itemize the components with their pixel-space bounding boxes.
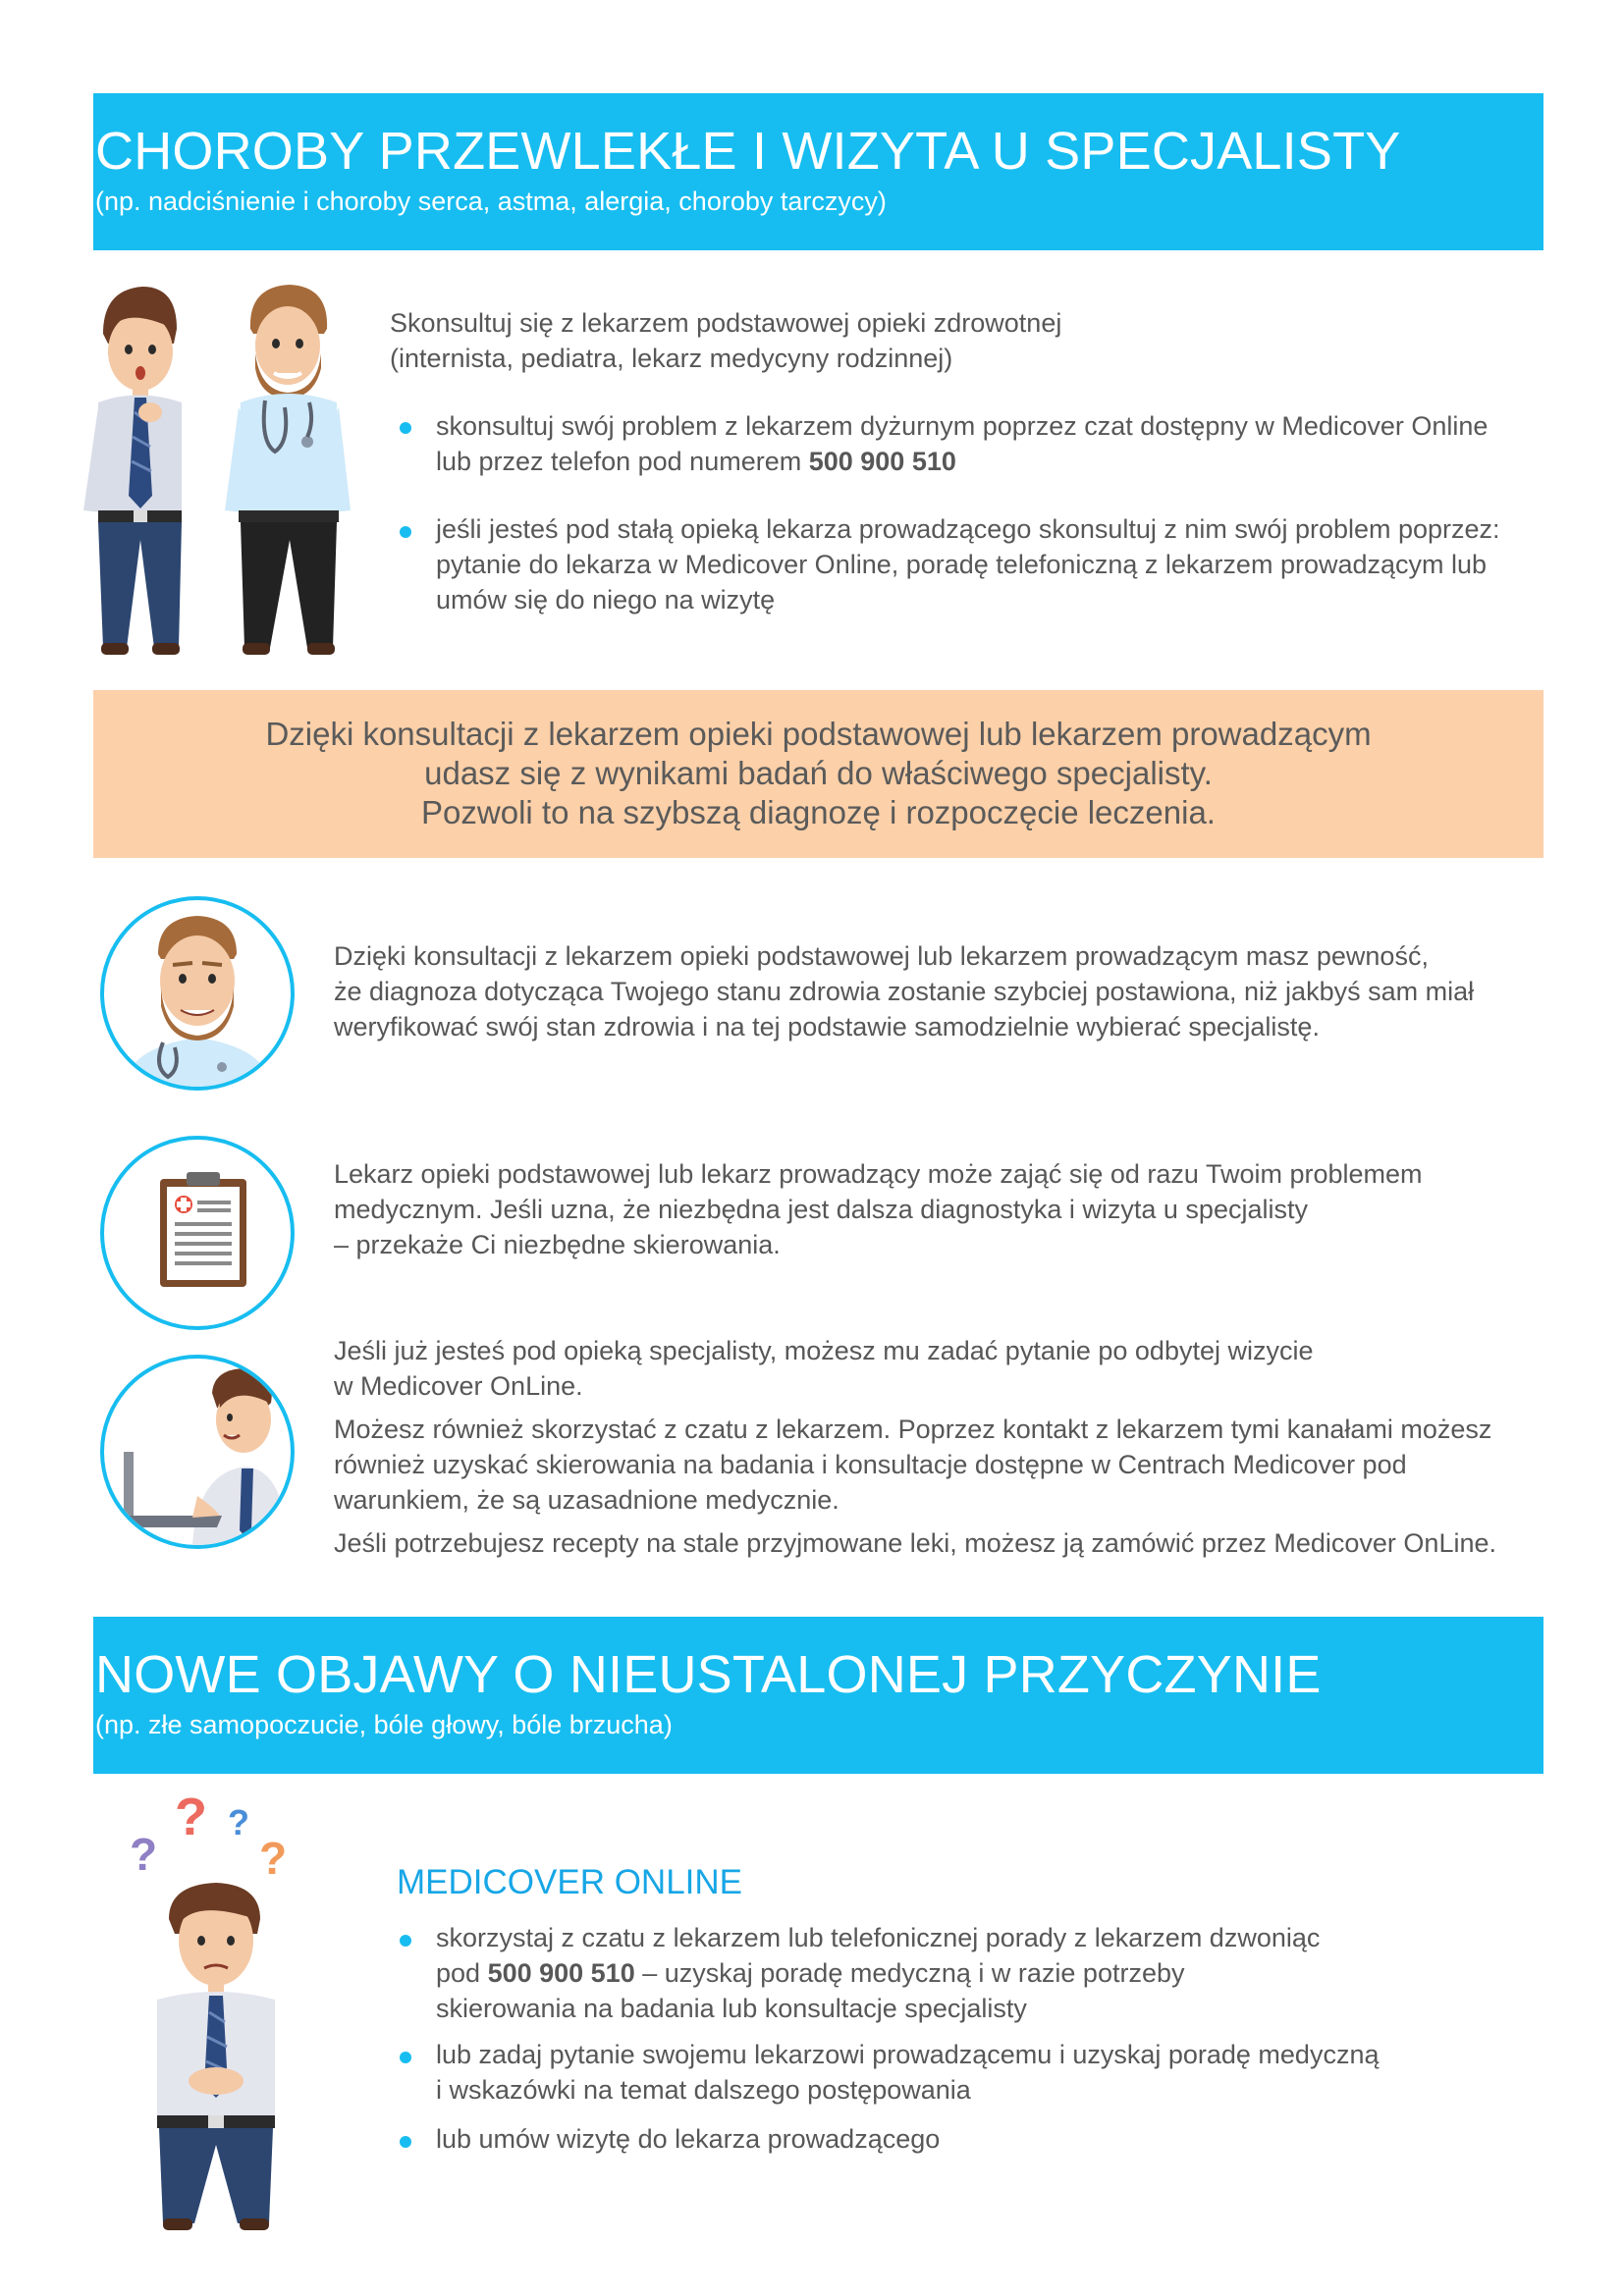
info-line: medycznym. Jeśli uzna, że niezbędna jest dalsza diagnostyka i wizyta u specjalisty	[334, 1195, 1308, 1224]
bullet-dot	[400, 422, 411, 434]
section2-banner	[93, 1617, 1543, 1774]
intro-line: (internista, pediatra, lekarz medycyny rodzinnej)	[390, 344, 953, 373]
medicover-online-heading: MEDICOVER ONLINE	[397, 1863, 742, 1901]
bullet-line: skorzystaj z czatu z lekarzem lub telefonicznej porady z lekarzem dzwoniąc	[436, 1923, 1321, 1952]
doctor-figure	[225, 285, 351, 655]
callout-line: Pozwoli to na szybszą diagnozę i rozpoczęcie leczenia.	[421, 794, 1216, 830]
section2-bullet-1	[436, 1920, 1320, 2026]
section2-bullet-3	[436, 2121, 940, 2157]
question-mark: ?	[259, 1833, 288, 1884]
info-line: Lekarz opieki podstawowej lub lekarz prowadzący może zająć się od razu Twoim problemem	[334, 1159, 1423, 1189]
bullet-line: jeśli jesteś pod stałą opieką lekarza prowadzącego skonsultuj z nim swój problem poprzez:	[436, 514, 1500, 544]
info-text-1	[334, 938, 1474, 1044]
question-mark: ?	[175, 1788, 207, 1846]
patient-figure	[83, 287, 182, 655]
bullet-line: umów się do niego na wizytę	[436, 585, 776, 614]
clipboard-circle	[100, 1136, 295, 1330]
question-mark: ?	[228, 1802, 249, 1842]
clipboard-icon	[104, 1140, 291, 1326]
bullet-line: lub zadaj pytanie swojemu lekarzowi prowadzącemu i uzyskaj poradę medyczną	[436, 2040, 1380, 2069]
section1-bullet-2	[436, 511, 1500, 617]
info-line: Możesz również skorzystać z czatu z lekarzem. Poprzez kontakt z lekarzem tymi kanałami możesz	[334, 1415, 1492, 1444]
section1-banner	[93, 93, 1543, 250]
bullet-dot	[400, 526, 411, 538]
bullet-dot	[400, 1935, 411, 1947]
info-line: że diagnoza dotycząca Twojego stanu zdrowia zostanie szybciej postawiona, niż jakbyś sam miał	[334, 977, 1475, 1006]
laptop-user-circle	[100, 1355, 295, 1549]
laptop-user-icon	[104, 1359, 291, 1545]
phone-number: 500 900 510	[487, 1958, 635, 1988]
bullet-line: lub przez telefon pod numerem 500 900 510	[436, 447, 956, 476]
info-line: – przekaże Ci niezbędne skierowania.	[334, 1230, 781, 1259]
doctor-avatar-circle	[100, 896, 295, 1091]
callout-line: udasz się z wynikami badań do właściwego specjalisty.	[424, 755, 1213, 791]
section1-subtitle: (np. nadciśnienie i choroby serca, astma, alergia, choroby tarczycy)	[95, 187, 887, 216]
callout-box	[93, 690, 1543, 858]
bullet-line: lub umów wizytę do lekarza prowadzącego	[436, 2124, 941, 2154]
question-mark: ?	[130, 1829, 158, 1880]
section1-bullet-1	[436, 408, 1488, 479]
bullet-line: skierowania na badania lub konsultacje specjalisty	[436, 1994, 1027, 2023]
section2-subtitle: (np. złe samopoczucie, bóle głowy, bóle brzucha)	[95, 1710, 673, 1739]
intro-line: Skonsultuj się z lekarzem podstawowej opieki zdrowotnej	[390, 308, 1062, 338]
info-line: Jeśli już jesteś pod opieką specjalisty, możesz mu zadać pytanie po odbytej wizycie	[334, 1336, 1314, 1365]
confused-man-illustration	[147, 1880, 285, 2233]
section1-intro	[390, 305, 1061, 376]
two-doctors-illustration	[83, 275, 358, 658]
info-line: również uzyskać skierowania na badania i konsultacje dostępne w Centrach Medicover pod	[334, 1450, 1407, 1479]
info-text-2	[334, 1156, 1423, 1262]
info-line: warunkiem, że są uzasadnione medycznie.	[334, 1485, 839, 1515]
info-line: w Medicover OnLine.	[334, 1371, 583, 1401]
info-line: Jeśli potrzebujesz recepty na stale przyjmowane leki, możesz ją zamówić przez Medicover OnLine.	[334, 1528, 1496, 1558]
section2-title: NOWE OBJAWY O NIEUSTALONEJ PRZYCZYNIE	[95, 1645, 1322, 1704]
section2-bullet-2	[436, 2037, 1379, 2108]
bullet-line: skonsultuj swój problem z lekarzem dyżurnym poprzez czat dostępny w Medicover Online	[436, 411, 1489, 441]
phone-number: 500 900 510	[808, 447, 956, 476]
info-line: weryfikować swój stan zdrowia i na tej podstawie samodzielnie wybierać specjalistę.	[334, 1012, 1320, 1041]
bullet-dot	[400, 2136, 411, 2148]
doctor-avatar-icon	[104, 900, 291, 1087]
info-line: Dzięki konsultacji z lekarzem opieki podstawowej lub lekarzem prowadzącym masz pewność,	[334, 941, 1429, 971]
bullet-dot	[400, 2052, 411, 2063]
bullet-line: pod 500 900 510 – uzyskaj poradę medyczną i w razie potrzeby	[436, 1958, 1185, 1988]
callout-line: Dzięki konsultacji z lekarzem opieki podstawowej lub lekarzem prowadzącym	[265, 716, 1372, 752]
bullet-line: pytanie do lekarza w Medicover Online, poradę telefoniczną z lekarzem prowadzącym lub	[436, 550, 1488, 579]
bullet-line: i wskazówki na temat dalszego postępowania	[436, 2075, 971, 2105]
info-text-3	[334, 1333, 1496, 1561]
section1-title: CHOROBY PRZEWLEKŁE I WIZYTA U SPECJALISTY	[95, 122, 1401, 181]
